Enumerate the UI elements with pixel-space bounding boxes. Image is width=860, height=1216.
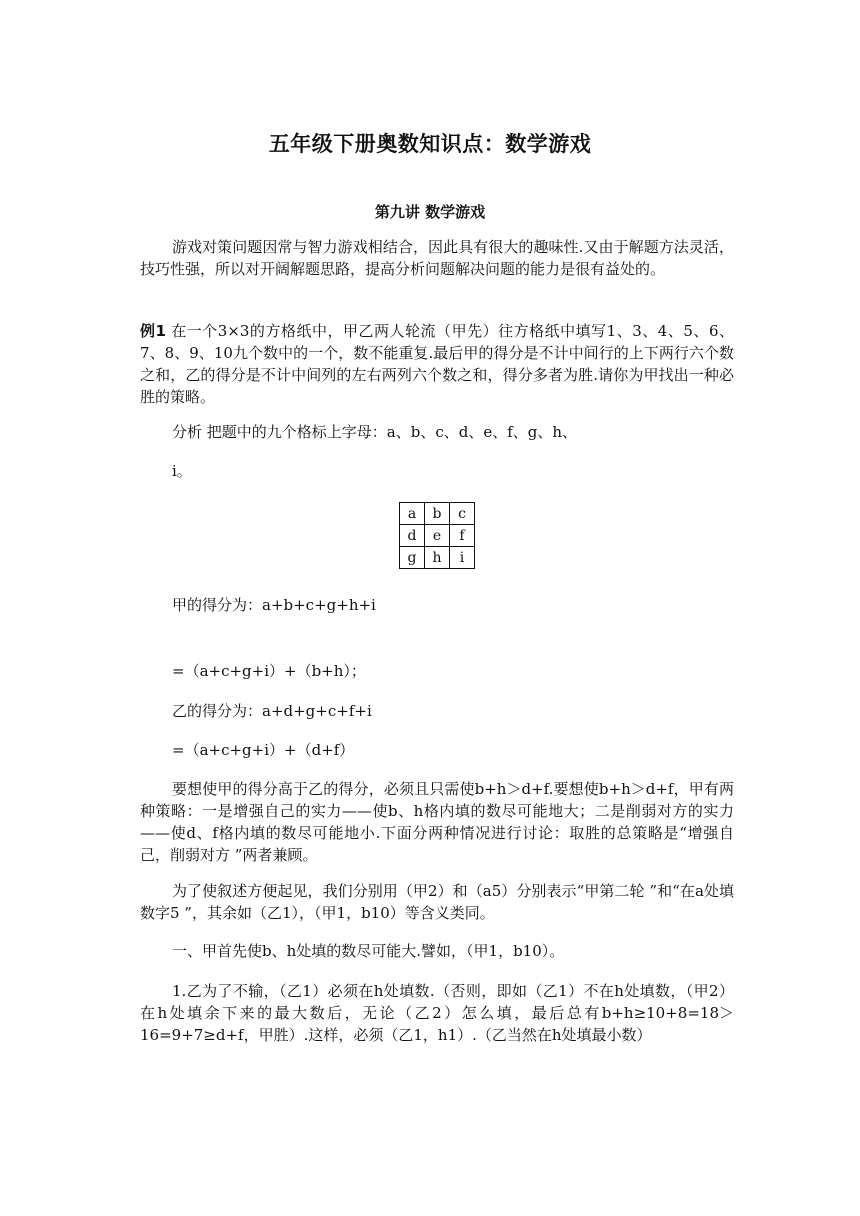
jia-score-line: 甲的得分为：a+b+c+g+h+i [172,596,376,614]
case-one-heading: 一、甲首先使b、h处填的数尽可能大.譬如，（甲1，b10）。 [172,942,565,960]
step-one-paragraph: 1.乙为了不输，（乙1）必须在h处填数.（否则，即如（乙1）不在h处填数，（甲2）在h处填余下来的最大数后，无论（乙2）怎么填，最后总有b+h≥10+8=18＞16=9+7≥d+f，甲胜）.这样，必须（乙1，h1）.（乙当然在h处填最小数） [140,982,734,1044]
example-paragraph [140,320,734,408]
analysis-line-2: i。 [172,462,192,480]
letter-grid [399,502,475,569]
intro-paragraph: 游戏对策问题因常与智力游戏相结合，因此具有很大的趣味性.又由于解题方法灵活，技巧性强，所以对开阔解题思路，提高分析问题解决问题的能力是很有益处的。 [140,238,734,278]
example-label: 例1 [140,322,166,340]
grid-cell-f: f [450,525,475,547]
analysis-line-1: 分析 把题中的九个格标上字母：a、b、c、d、e、f、g、h、 [172,423,578,441]
strategy-paragraph: 要想使甲的得分高于乙的得分，必须且只需使b+h＞d+f.要想使b+h＞d+f，甲有两种策略：一是增强自己的实力——使b、h格内填的数尽可能地大；二是削弱对方的实力——使d、f格内填的数尽可能地小.下面分两种情况进行讨论：取胜的总策略是“增强自己，削弱对方 ”两者兼顾。 [140,780,734,864]
yi-score-expanded: =（a+c+g+i）+（d+f） [172,741,355,759]
document-title: 五年级下册奥数知识点：数学游戏 [268,132,592,156]
grid-cell-c: c [450,503,475,525]
grid-cell-g: g [400,547,425,569]
grid-cell-a: a [400,503,425,525]
lecture-subtitle: 第九讲 数学游戏 [374,203,486,221]
notation-paragraph: 为了使叙述方便起见，我们分别用（甲2）和（a5）分别表示“甲第二轮 ”和“在a处填数字5 ”，其余如（乙1），（甲1，b10）等含义类同。 [140,882,734,922]
grid-cell-i: i [450,547,475,569]
grid-row [400,503,475,525]
grid-cell-d: d [400,525,425,547]
grid-cell-b: b [425,503,450,525]
grid-cell-h: h [425,547,450,569]
example-text: 在一个3×3的方格纸中，甲乙两人轮流（甲先）往方格纸中填写1、3、4、5、6、7、8、9、10九个数中的一个，数不能重复.最后甲的得分是不计中间行的上下两行六个数之和，乙的得分是不计中间列的左右两列六个数之和，得分多者为胜.请你为甲找出一种必胜的策略。 [140,322,734,406]
jia-score-expanded: =（a+c+g+i）+（b+h）； [172,662,366,680]
grid-row [400,525,475,547]
yi-score-line: 乙的得分为：a+d+g+c+f+i [172,702,372,720]
grid-cell-e: e [425,525,450,547]
grid-row [400,547,475,569]
